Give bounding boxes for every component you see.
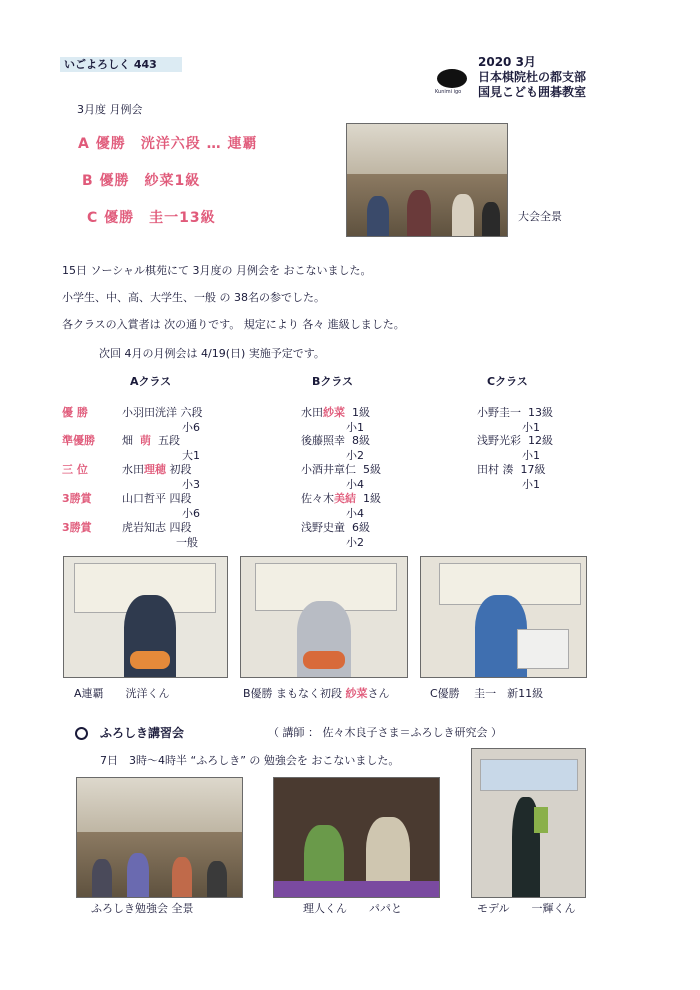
- tournament-caption: 大会全景: [518, 210, 562, 223]
- furoshiki-caption-1: ふろしき勉強会 全景: [91, 902, 194, 915]
- winner-a: A 優勝 洸洋六段 … 連覇: [78, 136, 258, 152]
- paragraph-4: 次回 4月の月例会は 4/19(日) 実施予定です。: [99, 347, 325, 360]
- player-school: 小3: [182, 478, 200, 491]
- caption-text: さん: [367, 687, 390, 700]
- paragraph-3: 各クラスの入賞者は 次の通りです。 規定により 各々 進級しました。: [62, 318, 405, 331]
- player-name: 後藤照幸: [301, 434, 345, 447]
- list-item: [62, 432, 180, 448]
- furoshiki-description: 7日 3時～4時半 “ふろしき” の 勉強会を おこないました。: [100, 754, 400, 767]
- player-school: 小6: [182, 507, 200, 520]
- list-item: [301, 404, 370, 420]
- player-school: 大1: [182, 449, 200, 462]
- list-item: [477, 432, 553, 448]
- player-name: 畑: [122, 434, 133, 447]
- list-item: [301, 461, 381, 477]
- furoshiki-instructor: （ 講師 ： 佐々木良子さま＝ふろしき研究会 ）: [268, 726, 502, 739]
- player-grade: 13級: [528, 406, 553, 419]
- go-stone-icon: [437, 69, 467, 88]
- player-grade: 四段: [169, 492, 192, 505]
- header-org-2: 国見こども囲碁教室: [478, 85, 587, 99]
- player-name: 山口哲平: [122, 492, 166, 505]
- section-heading: ふろしき講習会: [100, 726, 185, 740]
- class-b-header: Bクラス: [312, 375, 354, 388]
- winner-b: B 優勝 紗菜1級: [82, 173, 201, 189]
- furoshiki-photo-2: [273, 777, 440, 898]
- furoshiki-photo-3: [471, 748, 586, 898]
- paragraph-2: 小学生、中、高、大学生、一般 の 38名の参でした。: [62, 291, 325, 304]
- player-grade: 四段: [169, 521, 192, 534]
- player-name: 水田: [301, 406, 323, 419]
- player-name-highlight: 美結: [334, 492, 356, 505]
- player-school: 小2: [346, 449, 364, 462]
- winner-caption-c: C優勝 圭一 新11級: [430, 687, 544, 700]
- header-date: 2020 3月: [478, 55, 536, 69]
- rank-label: 優 勝: [62, 406, 88, 419]
- player-grade: 8級: [352, 434, 370, 447]
- caption-highlight: 紗菜: [345, 687, 368, 700]
- player-name: 浅野史童: [301, 521, 345, 534]
- player-school: 一般: [176, 536, 198, 549]
- player-name: 小羽田洸洋: [122, 406, 177, 419]
- rank-label: 準優勝: [62, 434, 95, 447]
- header-info: [478, 55, 586, 100]
- winner-caption-b: [243, 685, 390, 701]
- player-school: 小2: [346, 536, 364, 549]
- player-school: 小1: [522, 478, 540, 491]
- furoshiki-caption-2: 理人くん パパと: [303, 902, 402, 915]
- player-school: 小1: [522, 421, 540, 434]
- player-grade: 初段: [169, 463, 192, 476]
- logo: [435, 69, 469, 95]
- player-grade: 12級: [528, 434, 553, 447]
- winner-caption-a: A連覇 洸洋くん: [74, 687, 170, 700]
- list-item: [62, 519, 192, 535]
- class-a-header: Aクラス: [130, 375, 172, 388]
- player-name: 虎岩知志: [122, 521, 166, 534]
- list-item: [62, 490, 192, 506]
- furoshiki-title: [75, 724, 184, 741]
- rank-label: 3勝賞: [62, 521, 92, 534]
- player-school: 小4: [346, 478, 364, 491]
- circle-bullet-icon: [75, 727, 88, 740]
- player-school: 小1: [346, 421, 364, 434]
- winner-c: C 優勝 圭一13級: [87, 210, 216, 226]
- player-name: 佐々木: [301, 492, 334, 505]
- player-grade: 1級: [363, 492, 381, 505]
- paragraph-1: 15日 ソーシャル棋苑にて 3月度の 月例会を おこないました。: [62, 264, 372, 277]
- player-school: 小4: [346, 507, 364, 520]
- winner-photo-b: [240, 556, 408, 678]
- rank-label: 3勝賞: [62, 492, 92, 505]
- player-grade: 5級: [363, 463, 381, 476]
- winner-photo-a: [63, 556, 228, 678]
- player-name: 田村 湊: [477, 463, 514, 476]
- winner-photo-c: [420, 556, 587, 678]
- player-name-highlight: 萌: [140, 434, 151, 447]
- player-name-highlight: 紗菜: [323, 406, 345, 419]
- player-grade: 1級: [352, 406, 370, 419]
- player-name: 浅野光彩: [477, 434, 521, 447]
- list-item: [301, 490, 381, 506]
- player-name: 小酒井章仁: [301, 463, 356, 476]
- monthly-title: 3月度 月例会: [77, 103, 143, 116]
- player-school: 小6: [182, 421, 200, 434]
- player-grade: 五段: [158, 434, 180, 447]
- tournament-photo: [346, 123, 508, 237]
- header-org-1: 日本棋院杜の都支部: [478, 70, 587, 84]
- logo-caption: Kunimi igo: [435, 89, 462, 95]
- newsletter-tag: いごよろしく 443: [60, 57, 182, 72]
- player-grade: 17級: [520, 463, 546, 476]
- list-item: [301, 432, 370, 448]
- caption-text: B優勝 まもなく初段: [243, 687, 346, 700]
- player-school: 小1: [522, 449, 540, 462]
- player-name: 水田: [122, 463, 144, 476]
- furoshiki-caption-3: モデル 一輝くん: [477, 902, 576, 915]
- list-item: [62, 404, 203, 420]
- list-item: [477, 461, 546, 477]
- class-c-header: Cクラス: [487, 375, 528, 388]
- furoshiki-photo-1: [76, 777, 243, 898]
- list-item: [62, 461, 192, 477]
- player-grade: 6級: [352, 521, 370, 534]
- player-grade: 六段: [180, 406, 203, 419]
- player-name: 小野圭一: [477, 406, 521, 419]
- rank-label: 三 位: [62, 463, 88, 476]
- list-item: [301, 519, 370, 535]
- list-item: [477, 404, 553, 420]
- player-name-highlight: 理穂: [144, 463, 166, 476]
